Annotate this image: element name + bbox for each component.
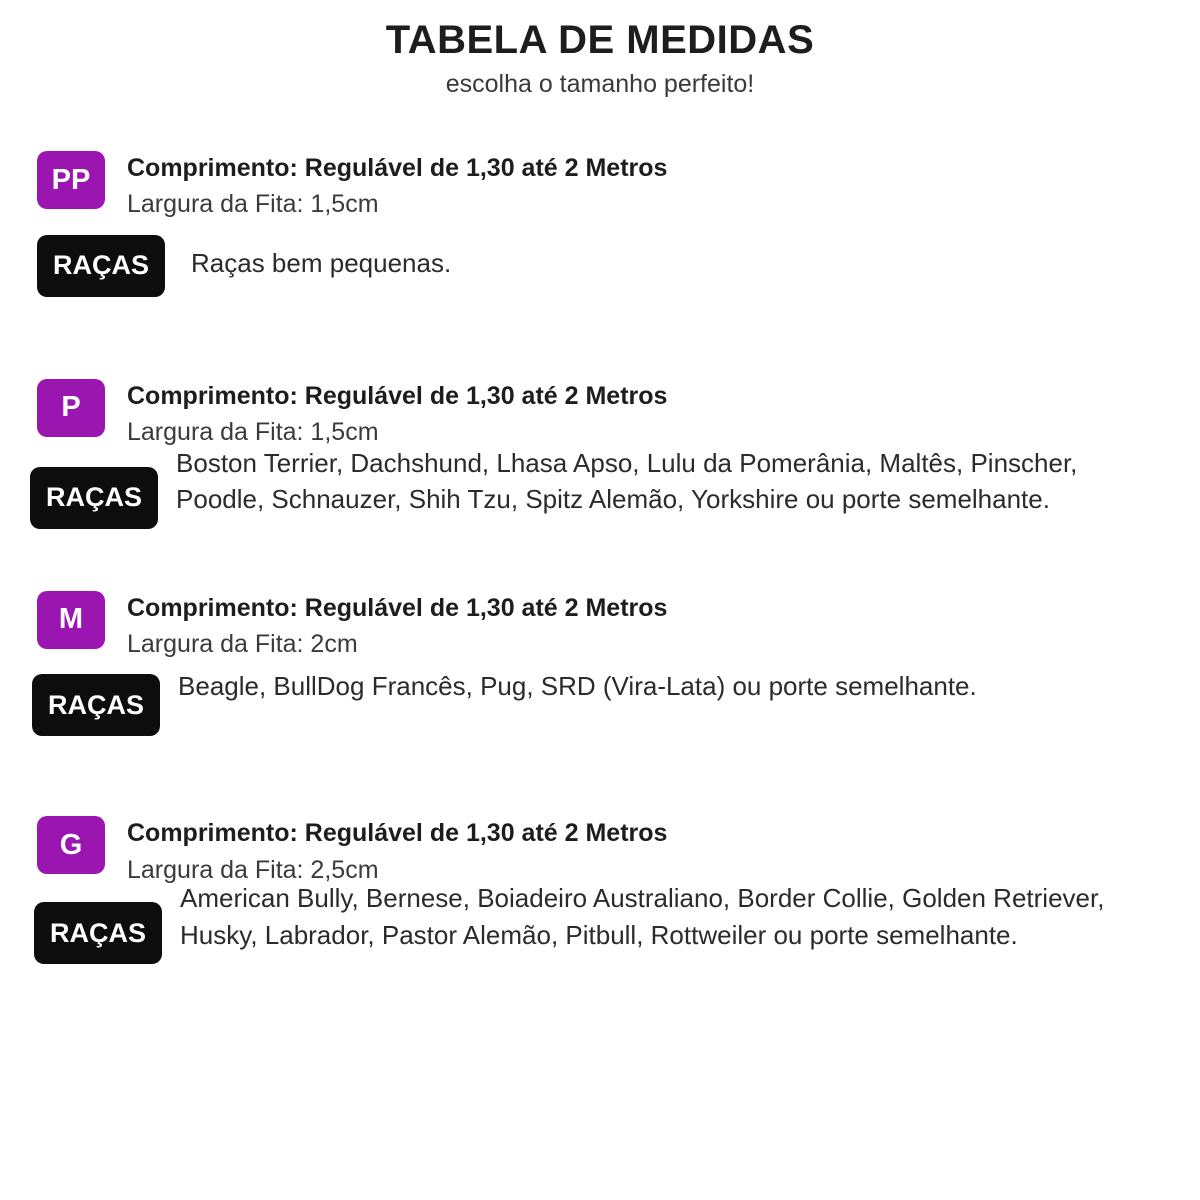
- size-blocks: [20, 151, 1180, 964]
- header: [20, 18, 1180, 99]
- races-badge: RAÇAS: [32, 674, 160, 736]
- page-subtitle: escolha o tamanho perfeito!: [445, 70, 755, 98]
- size-block-p: [20, 379, 1180, 529]
- measure-text: [127, 151, 667, 221]
- length-text: Comprimento: Regulável de 1,30 até 2 Metros: [127, 154, 668, 182]
- length-text: Comprimento: Regulável de 1,30 até 2 Metros: [127, 381, 668, 410]
- page-title: TABELA DE MEDIDAS: [385, 18, 815, 62]
- size-block-m: [20, 591, 1180, 737]
- size-block-pp: [20, 151, 1180, 297]
- length-text: Comprimento: Regulável de 1,30 até 2 Metros: [127, 819, 668, 848]
- races-badge: RAÇAS: [37, 235, 165, 297]
- races-text: Beagle, BullDog Francês, Pug, SRD (Vira-Lata) ou porte semelhante.: [178, 671, 977, 702]
- measure-text: [127, 591, 667, 661]
- width-text: Largura da Fita: 1,5cm: [127, 190, 379, 219]
- races-badge: RAÇAS: [34, 902, 162, 964]
- measure-text: [127, 379, 667, 449]
- races-row: [20, 883, 1180, 964]
- races-text: Boston Terrier, Dachshund, Lhasa Apso, Lulu da Pomerânia, Maltês, Pinscher, Poodle, Schnauzer, Shih Tzu, Spitz Alemão, Yorkshire ou porte semelhante.: [176, 447, 1078, 515]
- width-text: Largura da Fita: 1,5cm: [127, 418, 379, 446]
- measure-row: [20, 816, 1180, 886]
- width-text: Largura da Fita: 2,5cm: [127, 855, 379, 884]
- length-text: Comprimento: Regulável de 1,30 até 2 Metros: [127, 593, 668, 622]
- measure-row: [20, 379, 1180, 449]
- measure-row: [20, 151, 1180, 221]
- size-block-g: [20, 816, 1180, 964]
- races-row: [20, 447, 1180, 529]
- races-text: American Bully, Bernese, Boiadeiro Australiano, Border Collie, Golden Retriever, Husky, Labrador, Pastor Alemão, Pitbull, Rottweiler ou porte semelhante.: [180, 883, 1105, 950]
- width-text: Largura da Fita: 2cm: [127, 629, 358, 658]
- races-row: [20, 671, 1180, 736]
- measure-row: [20, 591, 1180, 661]
- races-row: [20, 235, 1180, 297]
- races-badge: RAÇAS: [30, 467, 158, 529]
- size-badge-pp: PP: [37, 151, 105, 209]
- size-badge-p: P: [37, 379, 105, 437]
- size-badge-g: G: [37, 816, 105, 874]
- races-text: Raças bem pequenas.: [191, 247, 452, 278]
- measure-text: [127, 816, 667, 886]
- size-badge-m: M: [37, 591, 105, 649]
